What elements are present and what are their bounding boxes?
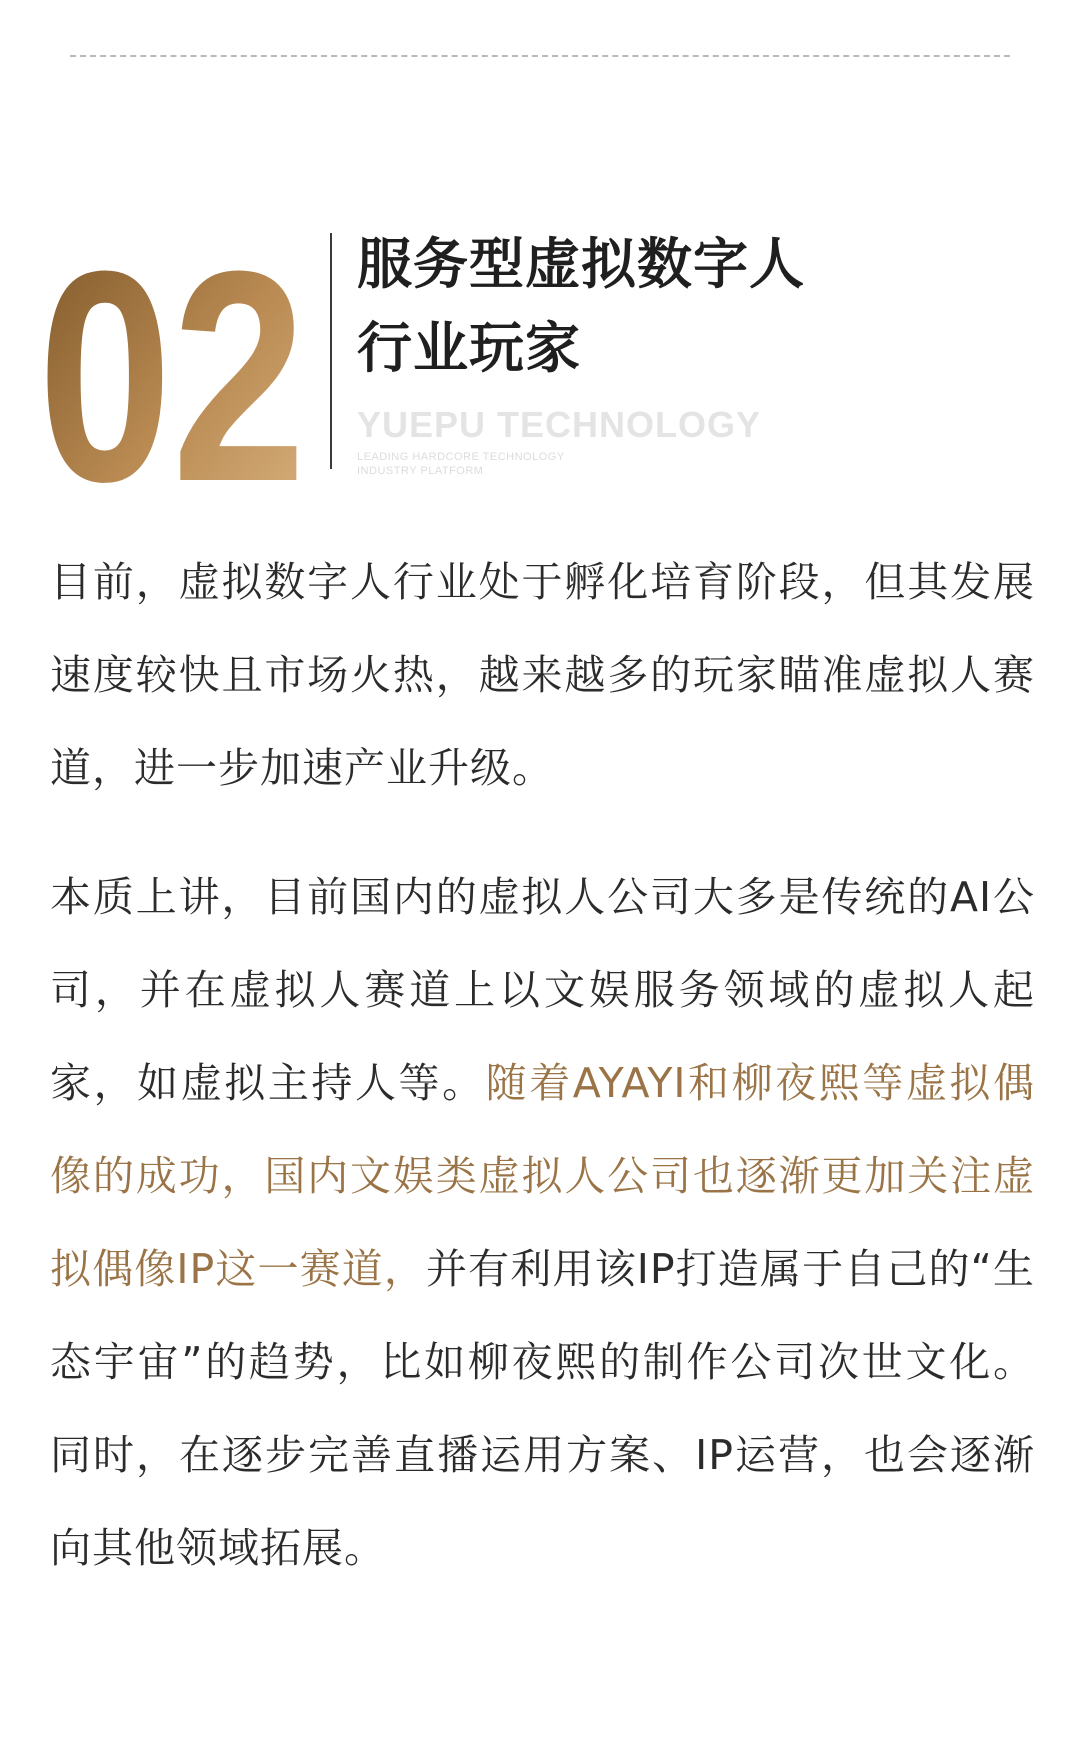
section-title-line2: 行业玩家 xyxy=(357,315,582,380)
section-number xyxy=(38,196,308,544)
section-heading xyxy=(357,222,805,390)
brand-tagline-line1: LEADING HARDCORE TECHNOLOGY xyxy=(357,451,565,463)
paragraph-2 xyxy=(50,851,1035,1595)
section-number-text: 02 xyxy=(38,208,306,544)
paragraph-2-intro: 本质上讲，目前国内的虚拟人公司大多是传统的AI公司，并在虚拟人赛道上以文娱服务领域的虚拟人起家，如虚拟主持人等。 xyxy=(50,873,1035,1107)
top-dashed-divider xyxy=(70,55,1010,57)
brand-name: YUEPU TECHNOLOGY xyxy=(357,404,762,445)
vertical-divider xyxy=(330,233,332,469)
paragraph-2-rest: 并有利用该IP打造属于自己的“生态宇宙”的趋势，比如柳夜熙的制作公司次世文化。同时，在逐步完善直播运用方案、IP运营，也会逐渐向其他领域拓展。 xyxy=(50,1245,1035,1572)
paragraph-2-highlight: 随着AYAYI和柳夜熙等虚拟偶像的成功，国内文娱类虚拟人公司也逐渐更加关注虚拟偶像IP这一赛道， xyxy=(50,1059,1035,1293)
brand-tagline-line2: INDUSTRY PLATFORM xyxy=(357,465,484,477)
section-title-line1: 服务型虚拟数字人 xyxy=(357,231,806,296)
brand-watermark xyxy=(357,405,761,478)
paragraph-1: 目前，虚拟数字人行业处于孵化培育阶段，但其发展速度较快且市场火热，越来越多的玩家瞄准虚拟人赛道，进一步加速产业升级。 xyxy=(50,558,1035,792)
section-number-graphic xyxy=(38,196,308,544)
